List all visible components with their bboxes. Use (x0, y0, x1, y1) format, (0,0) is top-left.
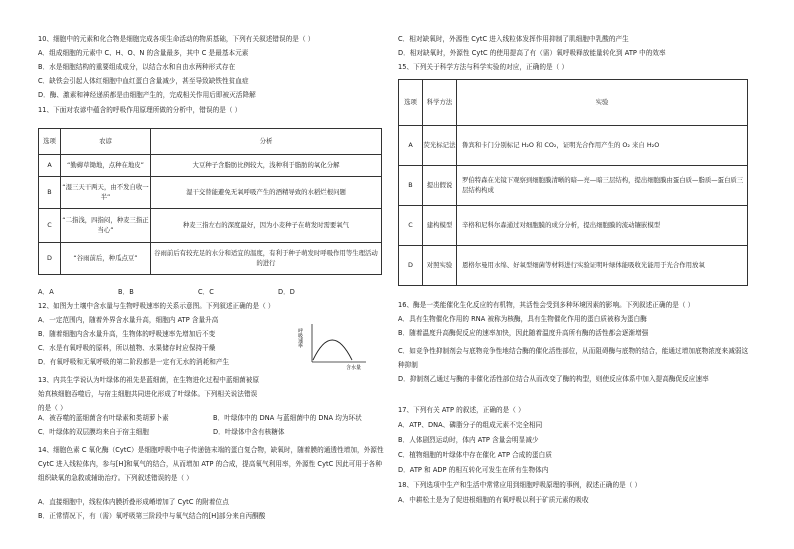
table-row (39, 209, 382, 243)
q12-option-c: C．水是有氧呼吸的原料，所以植物、水果储存时应保持干燥 (38, 344, 216, 352)
q11-row-c-proverb: “二指浅，四指闷，种麦三指正当心” (61, 209, 151, 243)
q13-options-cd (38, 429, 388, 436)
q15-header-method: 科学方法 (423, 80, 457, 126)
q15-row-a-method: 荧光标记法 (423, 126, 457, 166)
q11-row-c-option: C (39, 209, 61, 243)
q11-row-d-analysis: 谷雨前后有较充足的水分和适宜的温度，有利于种子萌发时呼吸作用等生理活动的进行 (151, 243, 382, 275)
q11-row-a-analysis: 大豆种子含脂肪比例较大，浅种利于脂肪的氧化分解 (151, 155, 382, 177)
q14-option-c: C．相对缺氧时，外源性 CytC 进入线粒体发挥作用抑制了肌细胞中乳酸的产生 (398, 35, 629, 43)
q11-header-analysis: 分析 (151, 129, 382, 155)
q12-graph (297, 322, 370, 371)
q11-row-d-option: D (39, 243, 61, 275)
q10-stem: 10、细胞中的元素和化合物是细胞完成各项生命活动的物质基础，下列有关叙述错误的是（ ） (38, 35, 315, 43)
graph-y-label: 呼吸速率 (297, 328, 303, 348)
q18-stem: 18、下列选项中生产和生活中常常应用到细胞呼吸原理的事例，叙述正确的是（ ） (398, 481, 642, 489)
q14-option-d: D．相对缺氧时，外源性 CytC 的使用提高了有（需）氧呼吸释放能量转化到 ATP 中的效率 (398, 49, 666, 57)
q15-row-d-experiment: 恩格尔曼用水绵、好氧型细菌等材料进行实验证明叶绿体能吸收光能用于光合作用放氧 (457, 246, 748, 286)
q11-blank-c: C．C (198, 288, 214, 296)
table-row (399, 166, 748, 206)
q15-row-c-option: C (399, 206, 423, 246)
q10-option-b: B．水是细胞结构的重要组成成分，以结合水和自由水两种形式存在 (38, 63, 236, 71)
q13-stem: 13、内共生学说认为叶绿体的祖先是蓝细菌，在生物进化过程中蓝细菌被原始真核细胞吞噬后，与宿主细胞共同进化形成了叶绿体。下列相关说法错误的是（ ） (38, 376, 260, 412)
q16-option-a: A．具有生物催化作用的 RNA 被称为核酶，具有生物催化作用的蛋白质被称为蛋白酶 (398, 315, 647, 323)
q17-option-b: B．人体剧烈运动时，体内 ATP 含量会明显减少 (398, 436, 539, 444)
q15-row-d-option: D (399, 246, 423, 286)
q11-header-option: 选项 (39, 129, 61, 155)
q17-stem: 17、下列有关 ATP 的叙述，正确的是（ ） (398, 406, 525, 414)
q11-blank-a: A．A (38, 288, 54, 296)
q11-row-b-analysis: 湿干交替能避免无氧呼吸产生的酒精导致的水稻烂根问题 (151, 177, 382, 209)
q11-row-a-option: A (39, 155, 61, 177)
q15-header-experiment: 实验 (457, 80, 748, 126)
q11-answer-blanks (38, 289, 388, 296)
graph-curve (313, 340, 352, 360)
q17-option-c: C．植物细胞的叶绿体中存在催化 ATP 合成的蛋白质 (398, 451, 552, 459)
q13-option-a: A．被吞噬的蓝细菌含有叶绿素和类胡萝卜素 (38, 414, 169, 422)
q18-option-a: A．中耕松土是为了促进根细胞的有氧呼吸以利于矿质元素的吸收 (398, 496, 589, 504)
table-row (39, 155, 382, 177)
table-row (399, 246, 748, 286)
q16-option-b: B．随着温度升高酶促反应的速率加快，因此随着温度升高所有酶的活性都会逐渐增强 (398, 329, 649, 337)
q15-row-b-experiment: 罗伯特森在光镜下观察到细胞膜清晰的暗—亮—暗三层结构，提出细胞膜由蛋白质—脂质—蛋白质三层结构构成 (457, 166, 748, 206)
q15-row-b-method: 提出假说 (423, 166, 457, 206)
q16-stem: 16、酶是一类能催化生化反应的有机物，其活性会受到多种环境因素的影响。下列叙述正确的是（ ） (398, 301, 695, 309)
q11-row-b-option: B (39, 177, 61, 209)
q15-row-c-method: 建构模型 (423, 206, 457, 246)
q17-option-a: A．ATP、DNA、磷脂分子的组成元素不完全相同 (398, 421, 543, 429)
q16-option-d: D．抑制剂乙通过与酶的非催化活性部位结合从而改变了酶的构型，则使反应体系中加入提高酶促反应速率 (398, 375, 709, 383)
q12-option-a: A．一定范围内，随着外界含水量升高，细胞内 ATP 含量升高 (38, 316, 219, 324)
q15-row-c-experiment: 辛格和尼科尔森通过对细胞膜的成分分析，提出细胞膜的流动镶嵌模型 (457, 206, 748, 246)
table-row (39, 243, 382, 275)
q11-stem: 11、下面对农谚中蕴含的呼吸作用原理所做的分析中，错误的是（ ） (38, 106, 242, 114)
q11-row-a-proverb: “勤薅草锄地，点种在地皮” (61, 155, 151, 177)
table-row (399, 206, 748, 246)
q13-options-ab (38, 415, 388, 422)
q15-stem: 15、下列关于科学方法与科学实验的对应，正确的是（ ） (398, 63, 569, 71)
q15-row-a-option: A (399, 126, 423, 166)
q13-option-b: B．叶绿体中的 DNA 与蓝细菌中的 DNA 均为环状 (213, 414, 362, 422)
q11-row-c-analysis: 种麦三指左右的深度最好，因为小麦种子在萌发时需要氧气 (151, 209, 382, 243)
q13-option-d: D．叶绿体中含有核糖体 (213, 428, 285, 436)
q15-row-d-method: 对照实验 (423, 246, 457, 286)
q11-row-b-proverb: “湿三天干两天，由不发自收一半” (61, 177, 151, 209)
table-row (399, 126, 748, 166)
q15-header-option: 选项 (399, 80, 423, 126)
q11-table (38, 128, 382, 275)
q14-stem: 14、细胞色素 C 氧化酶（CytC）是细胞呼吸中电子传递链末端的蛋白复合物，缺氧时，随着膜的通透性增加，外源性 CytC 进入线粒体内，参与[H]和氧气的结合，从而增加 ATP 的合成，提高氧气利用率，外源性 CytC 因此可用于各种组织缺氧的急救或辅助治疗。下列叙述错误的是（ ） (38, 446, 384, 482)
q12-option-b: B．随着细胞内含水量升高，生物体的呼吸速率先增加后不变 (38, 330, 216, 338)
q10-option-d: D．酶、激素和神经递质都是由细胞产生的，完成相关作用后即被灭活降解 (38, 91, 256, 99)
q11-row-d-proverb: “谷雨前后，种瓜点豆” (61, 243, 151, 275)
q11-blank-d: D．D (278, 288, 295, 296)
q12-stem: 12、如图为土壤中含水量与生物呼吸速率的关系示意图。下列叙述正确的是（ ） (38, 302, 275, 310)
q15-table (398, 79, 748, 286)
q10-option-a: A．组成细胞的元素中 C、H、O、N 的含量最多，其中 C 是最基本元素 (38, 49, 249, 57)
q11-blank-b: B．B (118, 288, 134, 296)
q15-row-a-experiment: 鲁宾和卡门分别标记 H₂O 和 CO₂，证明光合作用产生的 O₂ 来自 H₂O (457, 126, 748, 166)
q13-option-c: C．叶绿体的双层膜均来自于宿主细胞 (38, 428, 149, 436)
graph-x-label: 含水量 (346, 365, 362, 371)
q16-option-c: C．如竞争性抑制剂会与底物竞争性地结合酶的催化活性部位，从而阻碍酶与底物的结合，能通过增加底物浓度来减弱这种抑制 (398, 347, 749, 369)
q14-option-b: B．正常情况下，有（需）氧呼吸第三阶段中与氧气结合的[H]部分来自丙酮酸 (38, 512, 266, 520)
q12-option-d: D．有氧呼吸和无氧呼吸的第二阶段都是一定有无水的消耗和产生 (38, 358, 230, 366)
q11-header-proverb: 农谚 (61, 129, 151, 155)
q14-option-a: A．直接细胞中，线粒体内膜折叠形成嵴增加了 CytC 的附着位点 (38, 498, 229, 506)
table-row (39, 177, 382, 209)
q17-option-d: D．ATP 和 ADP 的相互转化可发生在所有生物体内 (398, 466, 549, 474)
q15-row-b-option: B (399, 166, 423, 206)
q10-option-c: C．缺铁会引起人体红细胞中血红蛋白含量减少，甚至导致缺铁性贫血症 (38, 77, 249, 85)
